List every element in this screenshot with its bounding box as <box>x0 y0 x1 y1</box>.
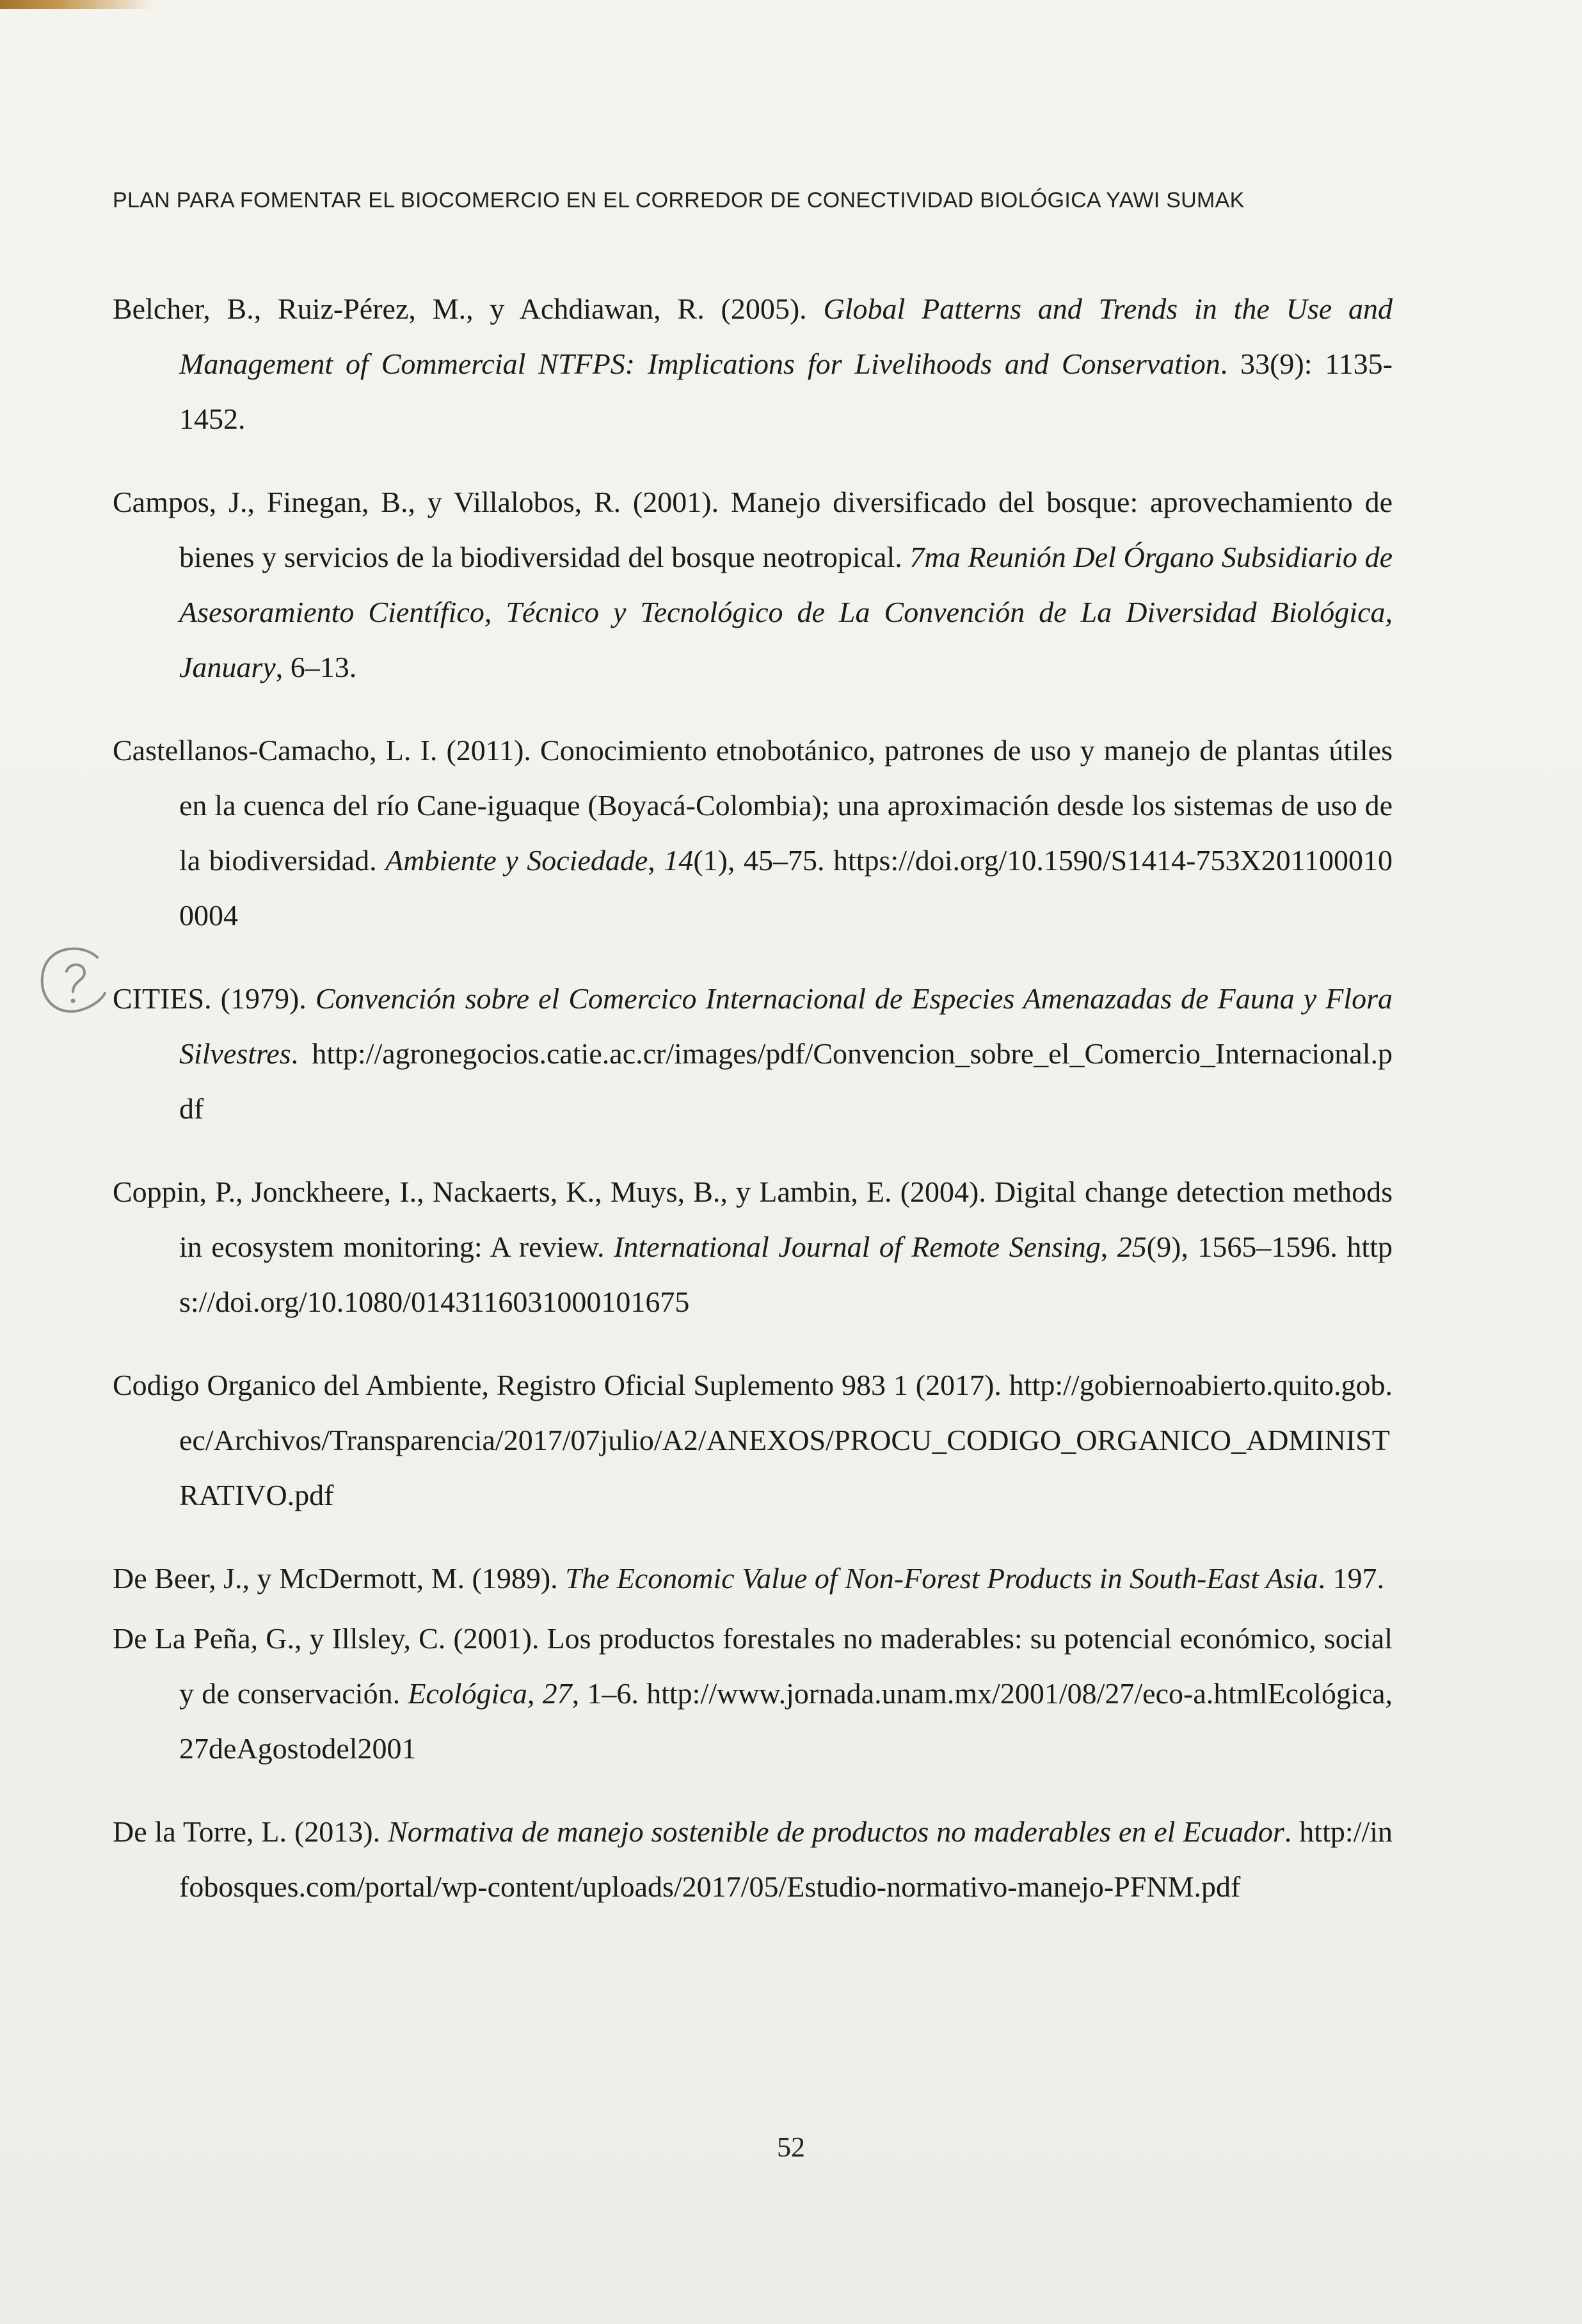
reference-title: Convención sobre el Comercico Internacional de Especies Amenazadas de Fauna y Flora Silvestres <box>179 982 1393 1070</box>
reference-tail: . http://infobosques.com/portal/wp-content/uploads/2017/05/Estudio-normativo-manejo-PFNM.pdf <box>179 1815 1393 1903</box>
reference-title: Ecológica <box>408 1677 527 1710</box>
reference-entry-delatorre <box>113 1804 1393 1914</box>
reference-tail: . http://agronegocios.catie.ac.cr/images/pdf/Convencion_sobre_el_Comercio_Internacional.pdf <box>179 1037 1393 1125</box>
reference-title: Normativa de manejo sostenible de productos no maderables en el Ecuador <box>388 1815 1284 1848</box>
reference-entry-castellanos <box>113 723 1393 943</box>
reference-volume: 25 <box>1117 1230 1147 1263</box>
reference-title: 7ma Reunión Del Órgano Subsidiario de Asesoramiento Científico, Técnico y Tecnológico de La Convención de La Diversidad Biológica, January <box>179 541 1393 683</box>
reference-tail: , 6–13. <box>275 651 357 683</box>
reference-entry-campos <box>113 475 1393 695</box>
reference-text: Coppin, P., Jonckheere, I., Nackaerts, K., Muys, B., y Lambin, E. (2004). Digital change detection methods in ecosystem monitoring: A review. <box>113 1175 1393 1263</box>
running-header: PLAN PARA FOMENTAR EL BIOCOMERCIO EN EL CORREDOR DE CONECTIVIDAD BIOLÓGICA YAWI SUMAK <box>113 188 1245 212</box>
reference-volume: 14 <box>664 844 694 877</box>
corner-tape-mark <box>0 0 154 9</box>
reference-title: The Economic Value of Non-Forest Products in South-East Asia <box>565 1562 1318 1595</box>
reference-entry-delapena <box>113 1611 1393 1776</box>
reference-list <box>113 282 1393 1943</box>
reference-tail: , 1–6. http://www.jornada.unam.mx/2001/08/27/eco-a.htmlEcológica,27deAgostodel2001 <box>179 1677 1393 1765</box>
reference-entry-codigo <box>113 1358 1393 1523</box>
reference-separator: , <box>527 1677 543 1710</box>
reference-text: De La Peña, G., y Illsley, C. (2001). Los productos forestales no maderables: su potencial económico, social y de conservación. <box>113 1622 1393 1710</box>
reference-title: Global Patterns and Trends in the Use and Management of Commercial NTFPS: Implications for Livelihoods and Conservation <box>179 292 1393 380</box>
reference-entry-belcher <box>113 282 1393 447</box>
page-number: 52 <box>777 2131 805 2163</box>
reference-entry-cities <box>113 971 1393 1136</box>
reference-entry-coppin <box>113 1165 1393 1330</box>
reference-tail: . 33(9): 1135-1452. <box>179 347 1393 435</box>
reference-text: De la Torre, L. (2013). <box>113 1815 388 1848</box>
reference-text: Codigo Organico del Ambiente, Registro Oficial Suplemento 983 1 (2017). http://gobiernoabierto.quito.gob.ec/Archivos/Transparencia/2017/07julio/A2/ANEXOS/PROCU_CODIGO_ORGANICO_ADMINISTRATIVO.pdf <box>113 1369 1393 1511</box>
reference-separator: , <box>648 844 664 877</box>
reference-title: Ambiente y Sociedade <box>385 844 648 877</box>
reference-text: CITIES. (1979). <box>113 982 316 1015</box>
reference-volume: 27 <box>542 1677 572 1710</box>
reference-text: Belcher, B., Ruiz-Pérez, M., y Achdiawan, R. (2005). <box>113 292 824 325</box>
reference-entry-debeer <box>113 1551 1393 1606</box>
reference-tail: (9), 1565–1596. https://doi.org/10.1080/0143116031000101675 <box>179 1230 1393 1318</box>
reference-tail: (1), 45–75. https://doi.org/10.1590/S1414-753X2011000100004 <box>179 844 1393 932</box>
reference-text: Campos, J., Finegan, B., y Villalobos, R. (2001). Manejo diversificado del bosque: aprovechamiento de bienes y servicios de la biodiversidad del bosque neotropical. <box>113 486 1393 573</box>
reference-separator: , <box>1100 1230 1117 1263</box>
reference-tail: . 197. <box>1318 1562 1384 1595</box>
handwritten-question-mark-icon <box>31 939 113 1021</box>
reference-text: De Beer, J., y McDermott, M. (1989). <box>113 1562 566 1595</box>
reference-title: International Journal of Remote Sensing <box>614 1230 1101 1263</box>
annotation-mark: ? <box>73 985 74 986</box>
reference-text: Castellanos-Camacho, L. I. (2011). Conocimiento etnobotánico, patrones de uso y manejo de plantas útiles en la cuenca del río Cane-iguaque (Boyacá-Colombia); una aproximación desde los sistemas de uso de la biodiversidad. <box>113 734 1393 877</box>
